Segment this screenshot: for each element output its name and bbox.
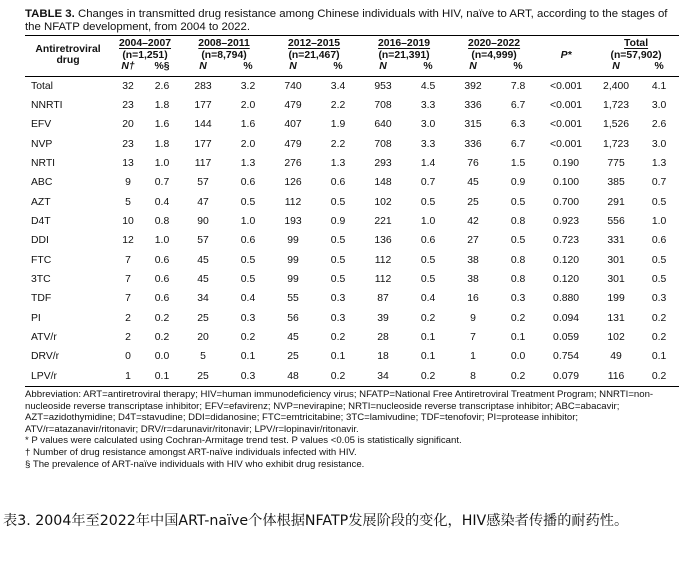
table-cell: 57 [197,235,209,247]
table-cell: 87 [377,293,389,305]
table-cell: 99 [287,235,299,247]
table-cell: 0.120 [553,254,580,266]
sub-n: N [359,61,407,76]
table-cell: 116 [593,367,639,387]
table-cell: <0.001 [550,119,583,131]
table-cell: 2.0 [240,138,256,150]
table-cell: 0.2 [154,332,170,344]
table-cell: 640 [374,119,392,131]
table-cell: 6.7 [510,138,526,150]
table-cell: 38 [467,274,479,286]
table-cell: 291 [607,196,625,208]
table-cell: 775 [607,158,625,170]
table-cell: 283 [194,80,212,92]
table-cell: 0.2 [651,312,667,324]
table-cell: 0.2 [651,332,667,344]
table-cell: 0.2 [240,332,256,344]
table-cell: 953 [374,80,392,92]
table-cell: 0.5 [240,254,256,266]
row-drug-name: D4T [31,216,51,228]
header-total: Total (n=57,902) [593,36,679,62]
table-row [25,154,679,173]
header-group-2: 2008–2011 (n=8,794) [179,36,269,62]
table-cell: 45 [197,254,209,266]
table-row [25,212,679,231]
row-drug-name: AZT [31,196,51,208]
table-cell: 0.8 [154,216,170,228]
table-cell: <0.001 [550,138,583,150]
table-cell: 1.9 [330,119,346,131]
table-cell: 0.923 [553,216,580,228]
table-cell: 99 [287,274,299,286]
table-cell: 336 [464,100,482,112]
table-cell: 301 [607,274,625,286]
table-cell: 0.6 [240,177,256,189]
table-cell: 126 [284,177,302,189]
row-drug-name: LPV/r [25,367,111,387]
table-cell: 0.1 [420,332,436,344]
table-cell: 0.9 [330,216,346,228]
sub-n: N [593,61,639,76]
table-cell: 708 [374,138,392,150]
table-body [25,76,679,387]
table-cell: 1.4 [420,158,436,170]
table-cell: 0.6 [651,235,667,247]
table-cell: 1,723 [603,100,630,112]
table-cell: 0.1 [510,332,526,344]
table-cell: 0.5 [330,274,346,286]
table-cell: 9 [470,312,476,324]
table-cell: 199 [607,293,625,305]
table-cell: 0.2 [510,312,526,324]
table-cell: 25 [287,351,299,363]
table-cell: 708 [374,100,392,112]
table-cell: 0.6 [154,254,170,266]
table-cell: 177 [194,138,212,150]
table-row [25,328,679,347]
table-cell: 0.3 [227,367,269,387]
table-cell: 38 [467,254,479,266]
table-cell: 4.1 [651,80,667,92]
table-cell: 3.3 [420,100,436,112]
table-cell: 0.0 [154,351,170,363]
note-number: † Number of drug resistance amongst ART-naïve individuals infected with HIV. [25,446,357,458]
table-label: TABLE 3. [25,8,75,20]
table-cell: 0.6 [154,274,170,286]
table-cell: 1.0 [154,158,170,170]
table-cell: 2.2 [330,138,346,150]
table-cell: 0.6 [154,293,170,305]
table-cell: 0.1 [145,367,179,387]
table-cell: 0.5 [330,254,346,266]
table-row [25,173,679,192]
table-cell: 144 [194,119,212,131]
table-cell: 0.5 [240,274,256,286]
row-drug-name: ATV/r [31,332,57,344]
table-cell: 3.2 [240,80,256,92]
table-cell: 112 [374,274,392,286]
table-cell: 0.6 [420,235,436,247]
chinese-caption: 表3. 2004年至2022年中国ART-naïve个体根据NFATP发展阶段的变化，HIV感染者传播的耐药性。 [3,513,629,529]
table-cell: 28 [377,332,389,344]
table-cell: 48 [269,367,317,387]
table-cell: 47 [197,196,209,208]
table-cell: 556 [607,216,625,228]
table-cell: 0.5 [420,254,436,266]
row-drug-name: FTC [31,254,52,266]
table-cell: 1.0 [154,235,170,247]
sub-n: N [269,61,317,76]
table-cell: 1.3 [330,158,346,170]
table-cell: 0.079 [539,367,593,387]
table-row [25,347,679,366]
table-row [25,115,679,134]
table-cell: 23 [122,100,134,112]
table-figure [25,8,679,470]
table-cell: 0.5 [240,196,256,208]
table-cell: 2 [125,332,131,344]
table-cell: 0.1 [330,351,346,363]
table-cell: <0.001 [550,80,583,92]
table-cell: 0.4 [154,196,170,208]
sub-pct: % [407,61,449,76]
row-drug-name: PI [31,312,41,324]
table-cell: 0.2 [420,312,436,324]
table-cell: 0.3 [330,312,346,324]
table-cell: 0.094 [553,312,580,324]
table-cell: 1.0 [420,216,436,228]
table-cell: 479 [284,138,302,150]
table-cell: 0.5 [651,274,667,286]
table-cell: 3.0 [651,138,667,150]
table-cell: 1.8 [154,100,170,112]
table-cell: 0.723 [553,235,580,247]
table-row [25,309,679,328]
sub-n: N [179,61,227,76]
header-row-groups [25,36,679,62]
table-cell: 0.2 [317,367,359,387]
table-cell: 407 [284,119,302,131]
sub-pct: %§ [145,61,179,76]
sub-pct: % [497,61,539,76]
header-p-value: P* [539,36,593,77]
table-cell: 1.0 [240,216,256,228]
row-drug-name: EFV [31,119,52,131]
table-cell: 177 [194,100,212,112]
table-cell: 13 [122,158,134,170]
table-cell: 301 [607,254,625,266]
row-drug-name: NNRTI [31,100,63,112]
table-cell: 27 [467,235,479,247]
header-group-4: 2016–2019 (n=21,391) [359,36,449,62]
table-cell: 0.3 [510,293,526,305]
table-cell: 0.7 [651,177,667,189]
table-cell: 76 [467,158,479,170]
table-cell: 45 [287,332,299,344]
table-cell: 5 [200,351,206,363]
table-row [25,270,679,289]
table-cell: 1.3 [651,158,667,170]
table-cell: 1,723 [603,138,630,150]
table-cell: 25 [179,367,227,387]
table-cell: 4.5 [420,80,436,92]
table-title-text: Changes in transmitted drug resistance among Chinese individuals with HIV, naïve to ART, according to the stages of the NFATP development, from 2004 to 2022. [25,8,668,33]
sub-n: N† [111,61,145,76]
row-drug-name: DRV/r [31,351,60,363]
table-cell: 1 [470,351,476,363]
sub-pct: % [317,61,359,76]
table-cell: 336 [464,138,482,150]
table-cell: 0.4 [420,293,436,305]
table-cell: 0.3 [240,312,256,324]
table-cell: 276 [284,158,302,170]
table-cell: 0.1 [240,351,256,363]
table-cell: 3.3 [420,138,436,150]
table-cell: 1.3 [240,158,256,170]
table-cell: 6.7 [510,100,526,112]
table-cell: 385 [607,177,625,189]
table-cell: 0.5 [330,235,346,247]
table-cell: 102 [374,196,392,208]
table-cell: 0 [125,351,131,363]
table-cell: 55 [287,293,299,305]
table-cell: 0.190 [553,158,580,170]
table-row [25,96,679,115]
table-cell: 2.6 [154,80,170,92]
table-cell: 34 [197,293,209,305]
table-cell: 23 [122,138,134,150]
table-cell: 7.8 [510,80,526,92]
table-cell: 117 [194,158,212,170]
row-drug-name: Total [31,80,53,92]
table-cell: 0.754 [553,351,580,363]
table-cell: 112 [374,254,392,266]
header-group-5: 2020–2022 (n=4,999) [449,36,539,62]
table-cell: 2 [125,312,131,324]
table-row [25,367,679,387]
table-cell: 34 [359,367,407,387]
table-cell: 7 [125,274,131,286]
table-cell: 1.5 [510,158,526,170]
table-cell: 0.8 [510,216,526,228]
table-cell: 49 [610,351,622,363]
note-prevalence: § The prevalence of ART-naïve individuals with HIV who exhibit drug resistance. [25,458,365,470]
table-cell: 0.9 [510,177,526,189]
table-cell: 0.2 [154,312,170,324]
table-cell: 7 [125,293,131,305]
table-notes [25,389,679,470]
row-drug-name: 3TC [31,274,51,286]
table-cell: 56 [287,312,299,324]
table-cell: 0.2 [407,367,449,387]
table-cell: 20 [122,119,134,131]
table-row [25,135,679,154]
table-cell: 3.0 [651,100,667,112]
table-cell: 9 [125,177,131,189]
table-cell: 57 [197,177,209,189]
table-row [25,231,679,250]
table-cell: 25 [467,196,479,208]
table-cell: 3.4 [330,80,346,92]
table-cell: 2,400 [603,80,630,92]
table-cell: 32 [122,80,134,92]
note-p-values: * P values were calculated using Cochran-Armitage trend test. P values <0.05 is statistically significant. [25,435,462,447]
table-cell: 0.7 [154,177,170,189]
table-cell: 3.0 [420,119,436,131]
table-cell: 2.6 [651,119,667,131]
table-cell: 0.5 [651,254,667,266]
table-cell: 392 [464,80,482,92]
table-cell: 1.6 [154,119,170,131]
table-cell: 102 [607,332,625,344]
header-group-3: 2012–2015 (n=21,467) [269,36,359,62]
table-cell: 16 [467,293,479,305]
table-cell: 0.2 [497,367,539,387]
table-cell: 0.5 [510,196,526,208]
sub-pct: % [639,61,679,76]
table-cell: 18 [377,351,389,363]
table-cell: 0.700 [553,196,580,208]
table-cell: 221 [374,216,392,228]
table-cell: 0.120 [553,274,580,286]
table-cell: 10 [122,216,134,228]
table-cell: 42 [467,216,479,228]
table-cell: 8 [449,367,497,387]
table-cell: 0.6 [330,177,346,189]
table-cell: <0.001 [550,100,583,112]
table-cell: 2.0 [240,100,256,112]
table-cell: 1 [111,367,145,387]
table-cell: 331 [607,235,625,247]
table-cell: 6.3 [510,119,526,131]
note-abbreviation: Abbreviation: ART=antiretroviral therapy; HIV=human immunodeficiency virus; NFATP=National Free Antiretroviral Treatment Program; NNRTI=non-nucleoside reverse transcriptase inhibitor; EFV=efavirenz; NVP=nevirapine; NRTI=nucleoside reverse transcriptase inhibitor; ABC=abacavir; AZT=azidothymidine; D4T=stavudine; DDI=didanosine; FTC=emtricitabine; 3TC=lamivudine; TDF=tenofovir; PI=protease inhibitor; ATV/r=atazanavir/ritonavir; DRV/r=darunavir/ritonavir; LPV/r=lopinavir/ritonavir. [25,389,654,435]
table-cell: 20 [197,332,209,344]
table-cell: 148 [374,177,392,189]
table-cell: 131 [607,312,625,324]
table-cell: 0.3 [330,293,346,305]
row-drug-name: NRTI [31,158,56,170]
row-drug-name: DDI [31,235,49,247]
table-cell: 7 [470,332,476,344]
table-cell: 0.8 [510,274,526,286]
data-table [25,35,679,387]
table-cell: 0.3 [651,293,667,305]
row-drug-name: NVP [31,138,53,150]
table-cell: 0.6 [240,235,256,247]
table-cell: 25 [197,312,209,324]
row-drug-name: ABC [31,177,53,189]
table-cell: 0.059 [553,332,580,344]
table-cell: 740 [284,80,302,92]
header-drug: Antiretroviral drug [25,36,111,77]
table-title [25,8,679,34]
table-cell: 0.5 [510,235,526,247]
sub-n: N [449,61,497,76]
table-cell: 39 [377,312,389,324]
table-cell: 5 [125,196,131,208]
table-cell: 0.100 [553,177,580,189]
sub-pct: % [227,61,269,76]
table-cell: 1.0 [651,216,667,228]
table-row [25,193,679,212]
table-cell: 479 [284,100,302,112]
table-cell: 293 [374,158,392,170]
table-cell: 45 [467,177,479,189]
table-cell: 1.6 [240,119,256,131]
table-cell: 7 [125,254,131,266]
table-cell: 112 [284,196,302,208]
row-drug-name: TDF [31,293,52,305]
table-cell: 12 [122,235,134,247]
table-cell: 45 [197,274,209,286]
table-cell: 0.7 [420,177,436,189]
table-cell: 2.2 [330,100,346,112]
table-cell: 1.8 [154,138,170,150]
table-cell: 0.4 [240,293,256,305]
header-group-1: 2004–2007 (n=1,251) [111,36,179,62]
table-cell: 0.0 [510,351,526,363]
table-cell: 0.880 [553,293,580,305]
table-cell: 0.2 [330,332,346,344]
table-row [25,251,679,270]
table-cell: 1,526 [603,119,630,131]
table-cell: 0.5 [330,196,346,208]
table-cell: 0.1 [420,351,436,363]
table-cell: 0.5 [420,274,436,286]
table-cell: 0.5 [651,196,667,208]
table-cell: 90 [197,216,209,228]
table-cell: 0.2 [639,367,679,387]
table-cell: 0.5 [420,196,436,208]
table-cell: 136 [374,235,392,247]
table-cell: 99 [287,254,299,266]
table-cell: 315 [464,119,482,131]
table-cell: 0.8 [510,254,526,266]
table-row [25,289,679,308]
table-cell: 193 [284,216,302,228]
table-cell: 0.1 [651,351,667,363]
table-row [25,76,679,96]
